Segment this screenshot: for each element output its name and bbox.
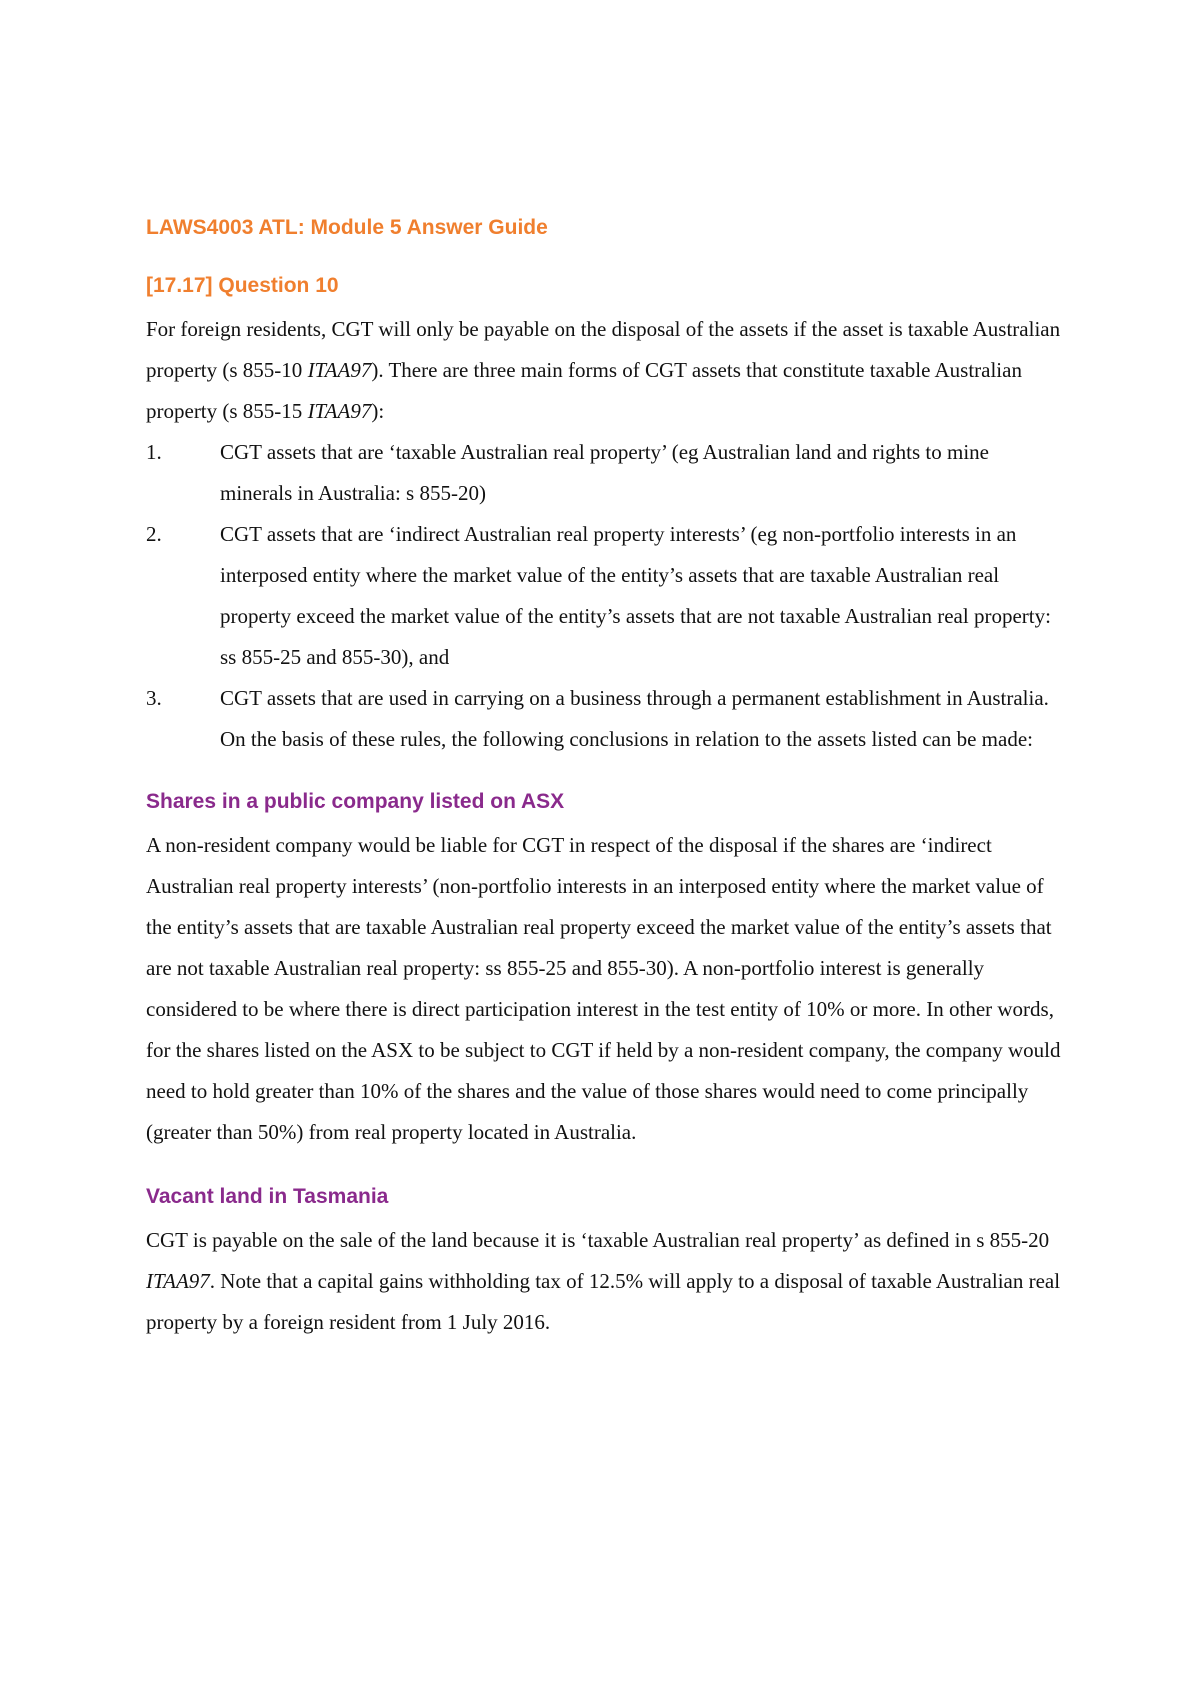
- intro-text-1: For foreign residents, CGT will only be payable on the disposal of the assets if the asset is taxable Australian property (s 855-10: [146, 317, 1061, 382]
- list-item-number: 3.: [146, 686, 162, 710]
- act-reference: ITAA97: [307, 399, 372, 423]
- list-item-text: CGT assets that are used in carrying on a business through a permanent establishment in Australia.: [220, 686, 1049, 710]
- list-item-number: 1.: [146, 440, 162, 464]
- intro-text-2: ). There are three main forms of CGT assets that constitute taxable Australian property (s 855-15: [146, 358, 1022, 423]
- conclusion-intro: On the basis of these rules, the following conclusions in relation to the assets listed can be made:: [220, 727, 1033, 751]
- intro-text-3: ):: [371, 399, 385, 423]
- act-reference: ITAA97: [146, 1269, 210, 1293]
- document-title: LAWS4003 ATL: Module 5 Answer Guide: [146, 216, 548, 239]
- list-item-text: CGT assets that are ‘taxable Australian real property’ (eg Australian land and rights to mine minerals in Australia: s 855-20): [220, 440, 989, 505]
- question-heading: [17.17] Question 10: [146, 274, 339, 297]
- vacant-land-text-2: . Note that a capital gains withholding tax of 12.5% will apply to a disposal of taxable Australian real property by a foreign resident from 1 July 2016.: [146, 1269, 1061, 1334]
- criteria-list: [146, 432, 1066, 719]
- list-item-text: CGT assets that are ‘indirect Australian real property interests’ (eg non-portfolio interests in an interposed entity where the market value of the entity’s assets that are taxable Australian real property exceed the market value of the entity’s assets that are not taxable Australian real property: ss 855-25 and 855-30), and: [220, 522, 1051, 669]
- section-body-shares: A non-resident company would be liable for CGT in respect of the disposal if the shares are ‘indirect Australian real property interests’ (non-portfolio interests in an interposed entity where the market value of the entity’s assets that are taxable Australian real property exceed the market value of the entity’s assets that are not taxable Australian real property: ss 855-25 and 855-30). A non-portfolio interest is generally considered to be where there is direct participation interest in the test entity of 10% or more. In other words, for the shares listed on the ASX to be subject to CGT if held by a non-resident company, the company would need to hold greater than 10% of the shares and the value of those shares would need to come principally (greater than 50%) from real property located in Australia.: [146, 833, 1061, 1144]
- section-body-vacant-land: [146, 1220, 1066, 1343]
- list-item-number: 2.: [146, 522, 162, 546]
- section-heading-vacant-land: Vacant land in Tasmania: [146, 1185, 389, 1208]
- list-item: [146, 678, 1066, 719]
- act-reference: ITAA97: [307, 358, 372, 382]
- list-item: [146, 432, 1066, 514]
- document-page: [146, 214, 1066, 1343]
- list-item: [146, 514, 1066, 678]
- vacant-land-text-1: CGT is payable on the sale of the land because it is ‘taxable Australian real property’ as defined in s 855-20: [146, 1228, 1050, 1252]
- intro-paragraph: [146, 309, 1066, 432]
- section-heading-shares: Shares in a public company listed on ASX: [146, 790, 565, 813]
